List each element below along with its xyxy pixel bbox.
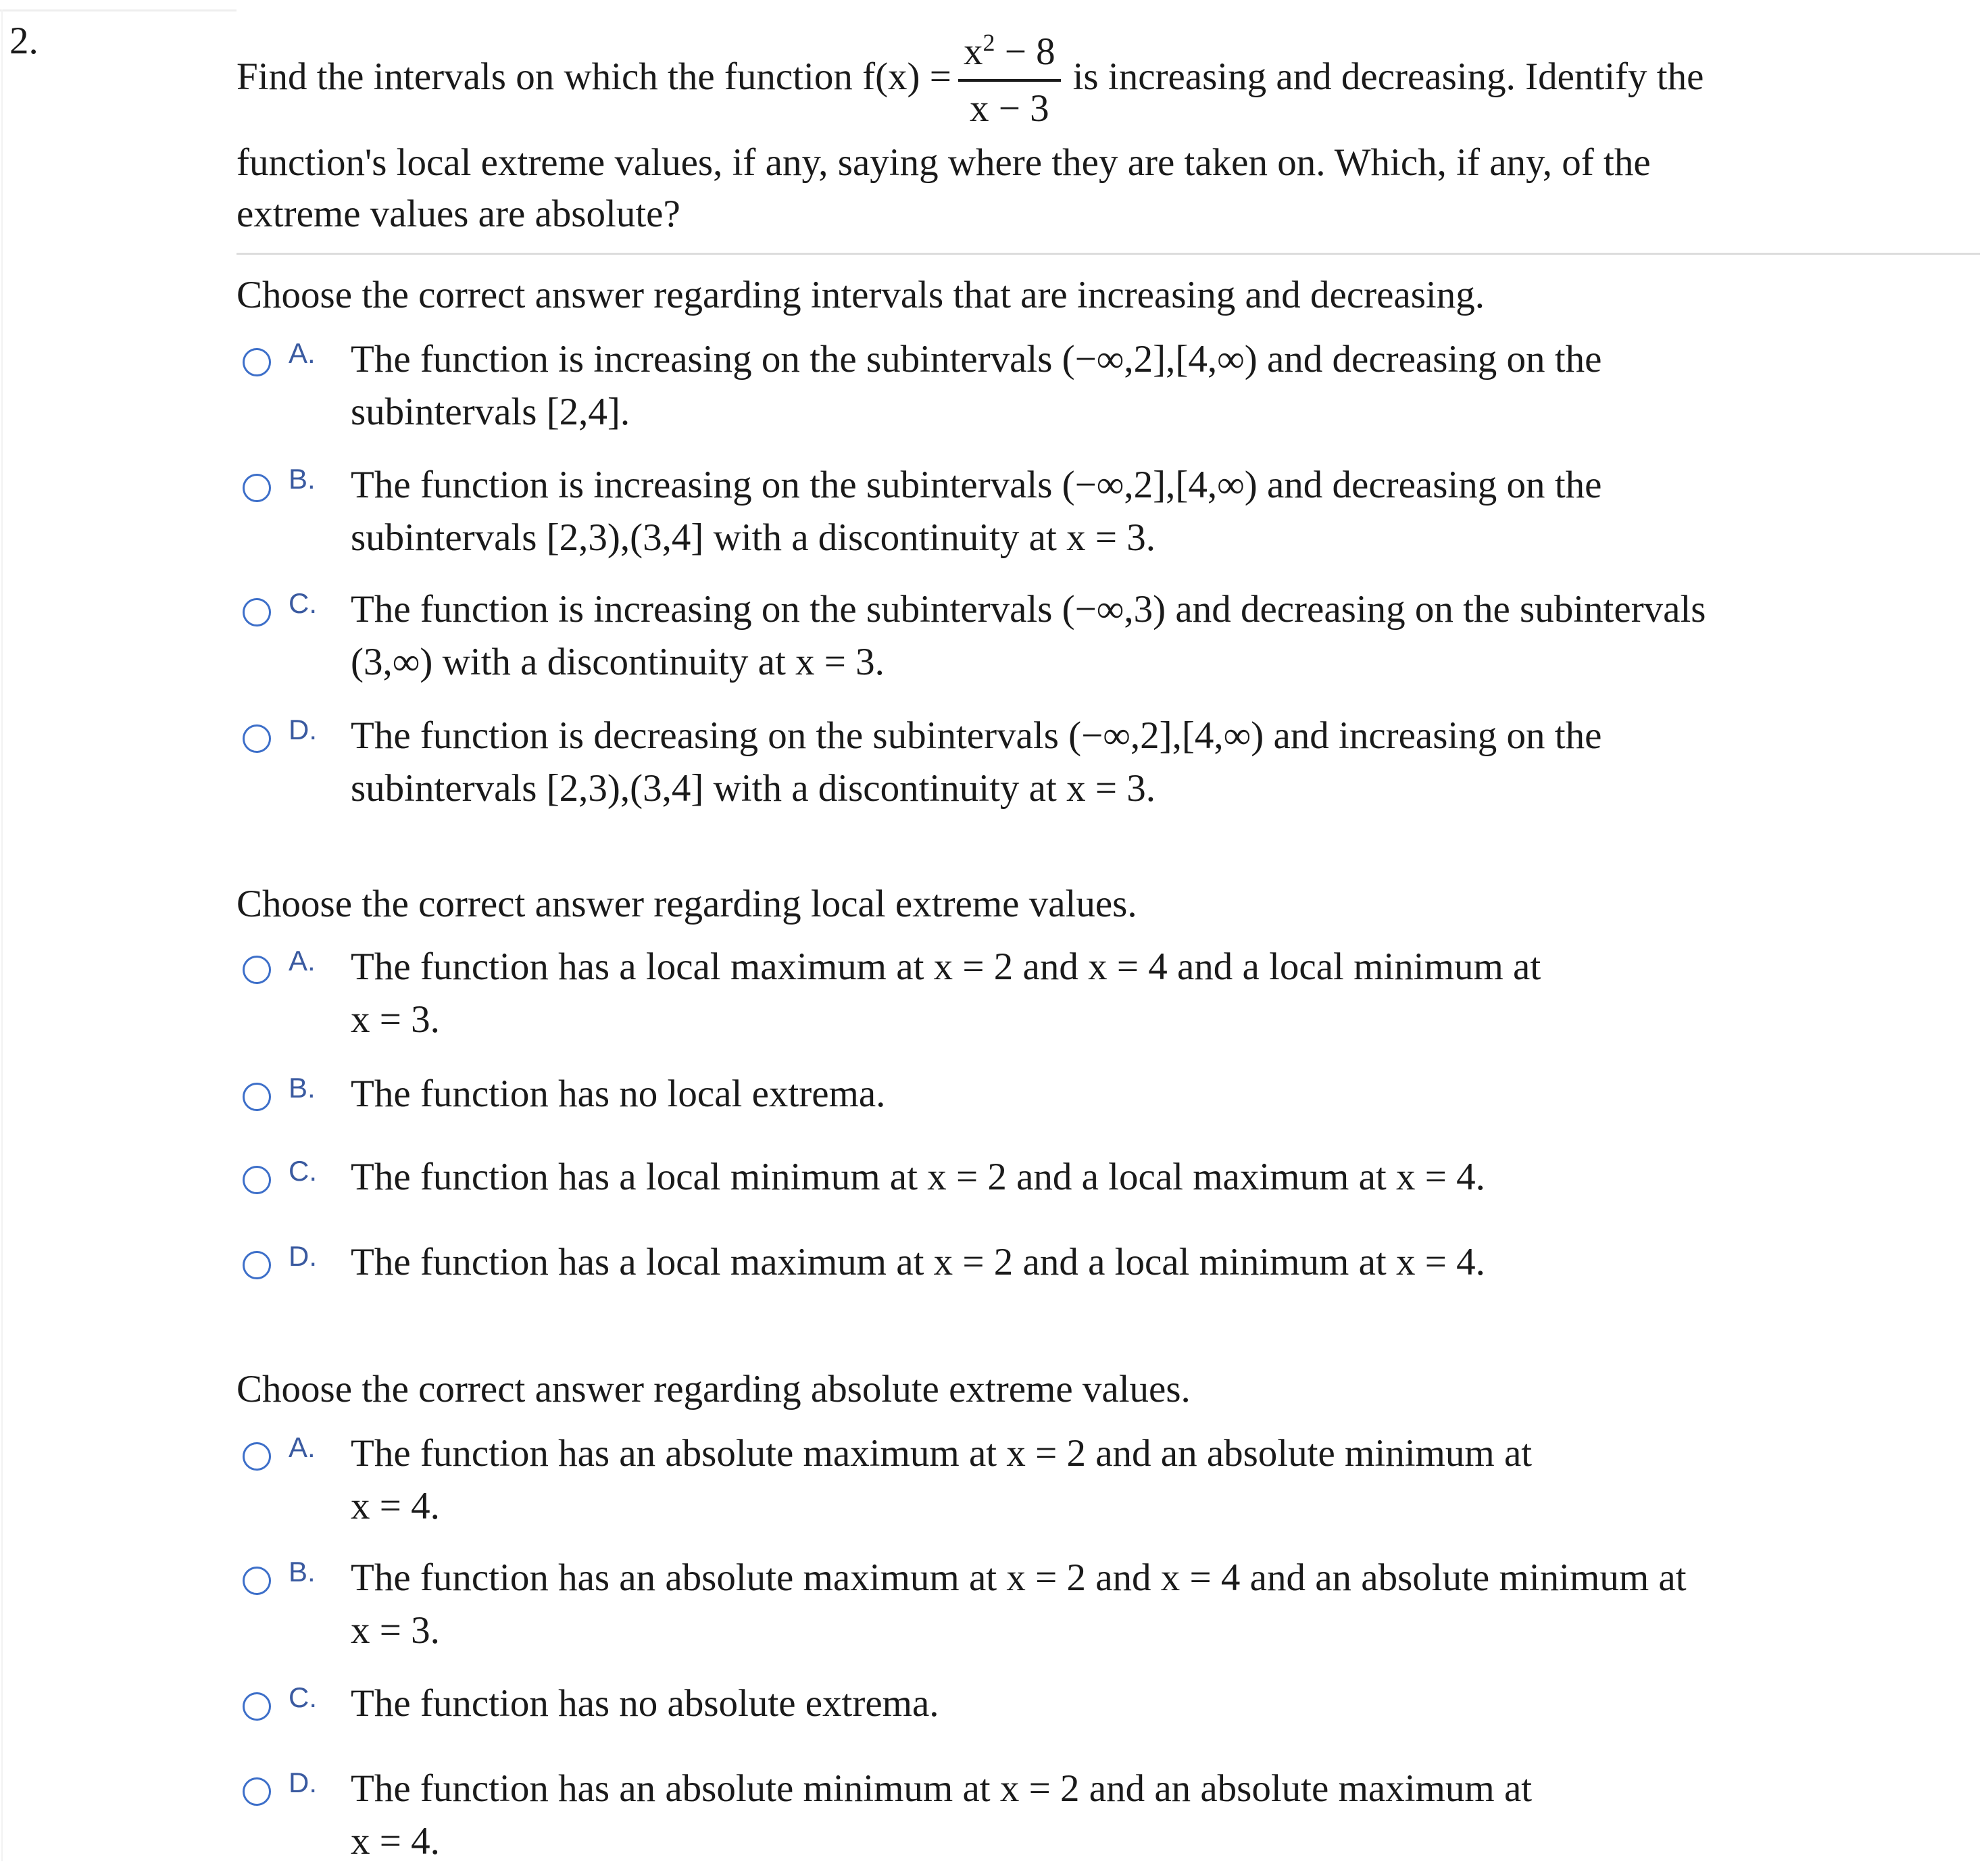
option-text [351,1236,1485,1289]
question-number: 2. [9,20,39,62]
option-letter: D. [289,1767,317,1798]
option-text [351,1068,885,1121]
radio-button[interactable] [243,1251,271,1279]
radio-button[interactable] [243,724,271,753]
option-text [351,710,1601,815]
radio-button[interactable] [243,956,271,984]
option-text-line: The function has an absolute maximum at x = 2 and x = 4 and an absolute minimum at [351,1556,1687,1599]
option-text-line: The function has no absolute extrema. [351,1682,939,1725]
option-text [351,1552,1687,1657]
option-text [351,1151,1485,1204]
radio-button[interactable] [243,1777,271,1806]
option-text-line: (3,∞) with a discontinuity at x = 3. [351,641,885,683]
option-text-line: x = 3. [351,1609,440,1652]
option-text-line: The function has an absolute maximum at x = 2 and an absolute minimum at [351,1432,1533,1475]
question-text-after: is increasing and decreasing. Identify the [1072,55,1704,98]
option-letter: C. [289,587,317,619]
option-text-line: The function is increasing on the subintervals (−∞,2],[4,∞) and decreasing on the [351,464,1602,506]
option-text-line: The function has a local maximum at x = 2 and x = 4 and a local minimum at [351,945,1541,988]
question-line-2: function's local extreme values, if any, saying where they are taken on. Which, if any, of the [237,141,1651,184]
question-text-before: Find the intervals on which the function f(x) = [237,55,951,98]
radio-button[interactable] [243,1166,271,1194]
option-text-line: The function has no local extrema. [351,1073,886,1115]
option-letter: D. [289,1240,317,1272]
numerator-base: x [963,30,983,73]
option-text [351,1763,1532,1868]
option-text-line: subintervals [2,4]. [351,391,630,433]
option-text-line: The function has a local maximum at x = 2 and a local minimum at x = 4. [351,1241,1485,1283]
option-text-line: x = 3. [351,998,440,1041]
option-text [351,459,1601,564]
option-letter: B. [289,1556,316,1588]
option-letter: A. [289,337,316,369]
option-letter: A. [289,1431,316,1463]
question-line-3: extreme values are absolute? [237,193,680,235]
option-text-line: The function is decreasing on the subintervals (−∞,2],[4,∞) and increasing on the [351,714,1602,757]
radio-button[interactable] [243,1692,271,1721]
option-text-line: The function is increasing on the subintervals (−∞,2],[4,∞) and decreasing on the [351,338,1602,380]
numerator-rest: − 8 [995,30,1055,73]
option-letter: A. [289,945,316,977]
option-text [351,1677,939,1730]
option-text-line: x = 4. [351,1485,440,1527]
option-text-line: subintervals [2,3),(3,4] with a discontinuity at x = 3. [351,767,1155,810]
option-text-line: x = 4. [351,1820,440,1863]
option-text [351,333,1601,439]
option-letter: D. [289,714,317,745]
left-border [1,9,3,1861]
option-text [351,941,1541,1046]
question-line-1 [237,28,1704,130]
radio-button[interactable] [243,598,271,626]
fraction-numerator [958,25,1061,79]
section-heading: Choose the correct answer regarding absolute extreme values. [237,1368,1191,1410]
option-text [351,583,1706,689]
radio-button[interactable] [243,474,271,502]
radio-button[interactable] [243,348,271,376]
option-letter: B. [289,463,316,495]
radio-button[interactable] [243,1083,271,1111]
section-heading: Choose the correct answer regarding intervals that are increasing and decreasing. [237,274,1485,316]
option-letter: B. [289,1072,316,1104]
radio-button[interactable] [243,1567,271,1595]
function-fraction [958,25,1061,136]
option-letter: C. [289,1681,317,1713]
section-heading: Choose the correct answer regarding local extreme values. [237,883,1137,925]
option-text [351,1427,1532,1533]
option-letter: C. [289,1155,317,1187]
top-divider [0,9,237,11]
numerator-exponent: 2 [983,28,995,56]
option-text-line: subintervals [2,3),(3,4] with a discontinuity at x = 3. [351,516,1155,559]
option-text-line: The function is increasing on the subintervals (−∞,3) and decreasing on the subintervals [351,588,1706,631]
fraction-denominator: x − 3 [969,87,1049,130]
radio-button[interactable] [243,1442,271,1471]
option-text-line: The function has a local minimum at x = 2 and a local maximum at x = 4. [351,1156,1485,1198]
question-divider [237,253,1980,255]
option-text-line: The function has an absolute minimum at x = 2 and an absolute maximum at [351,1767,1533,1810]
